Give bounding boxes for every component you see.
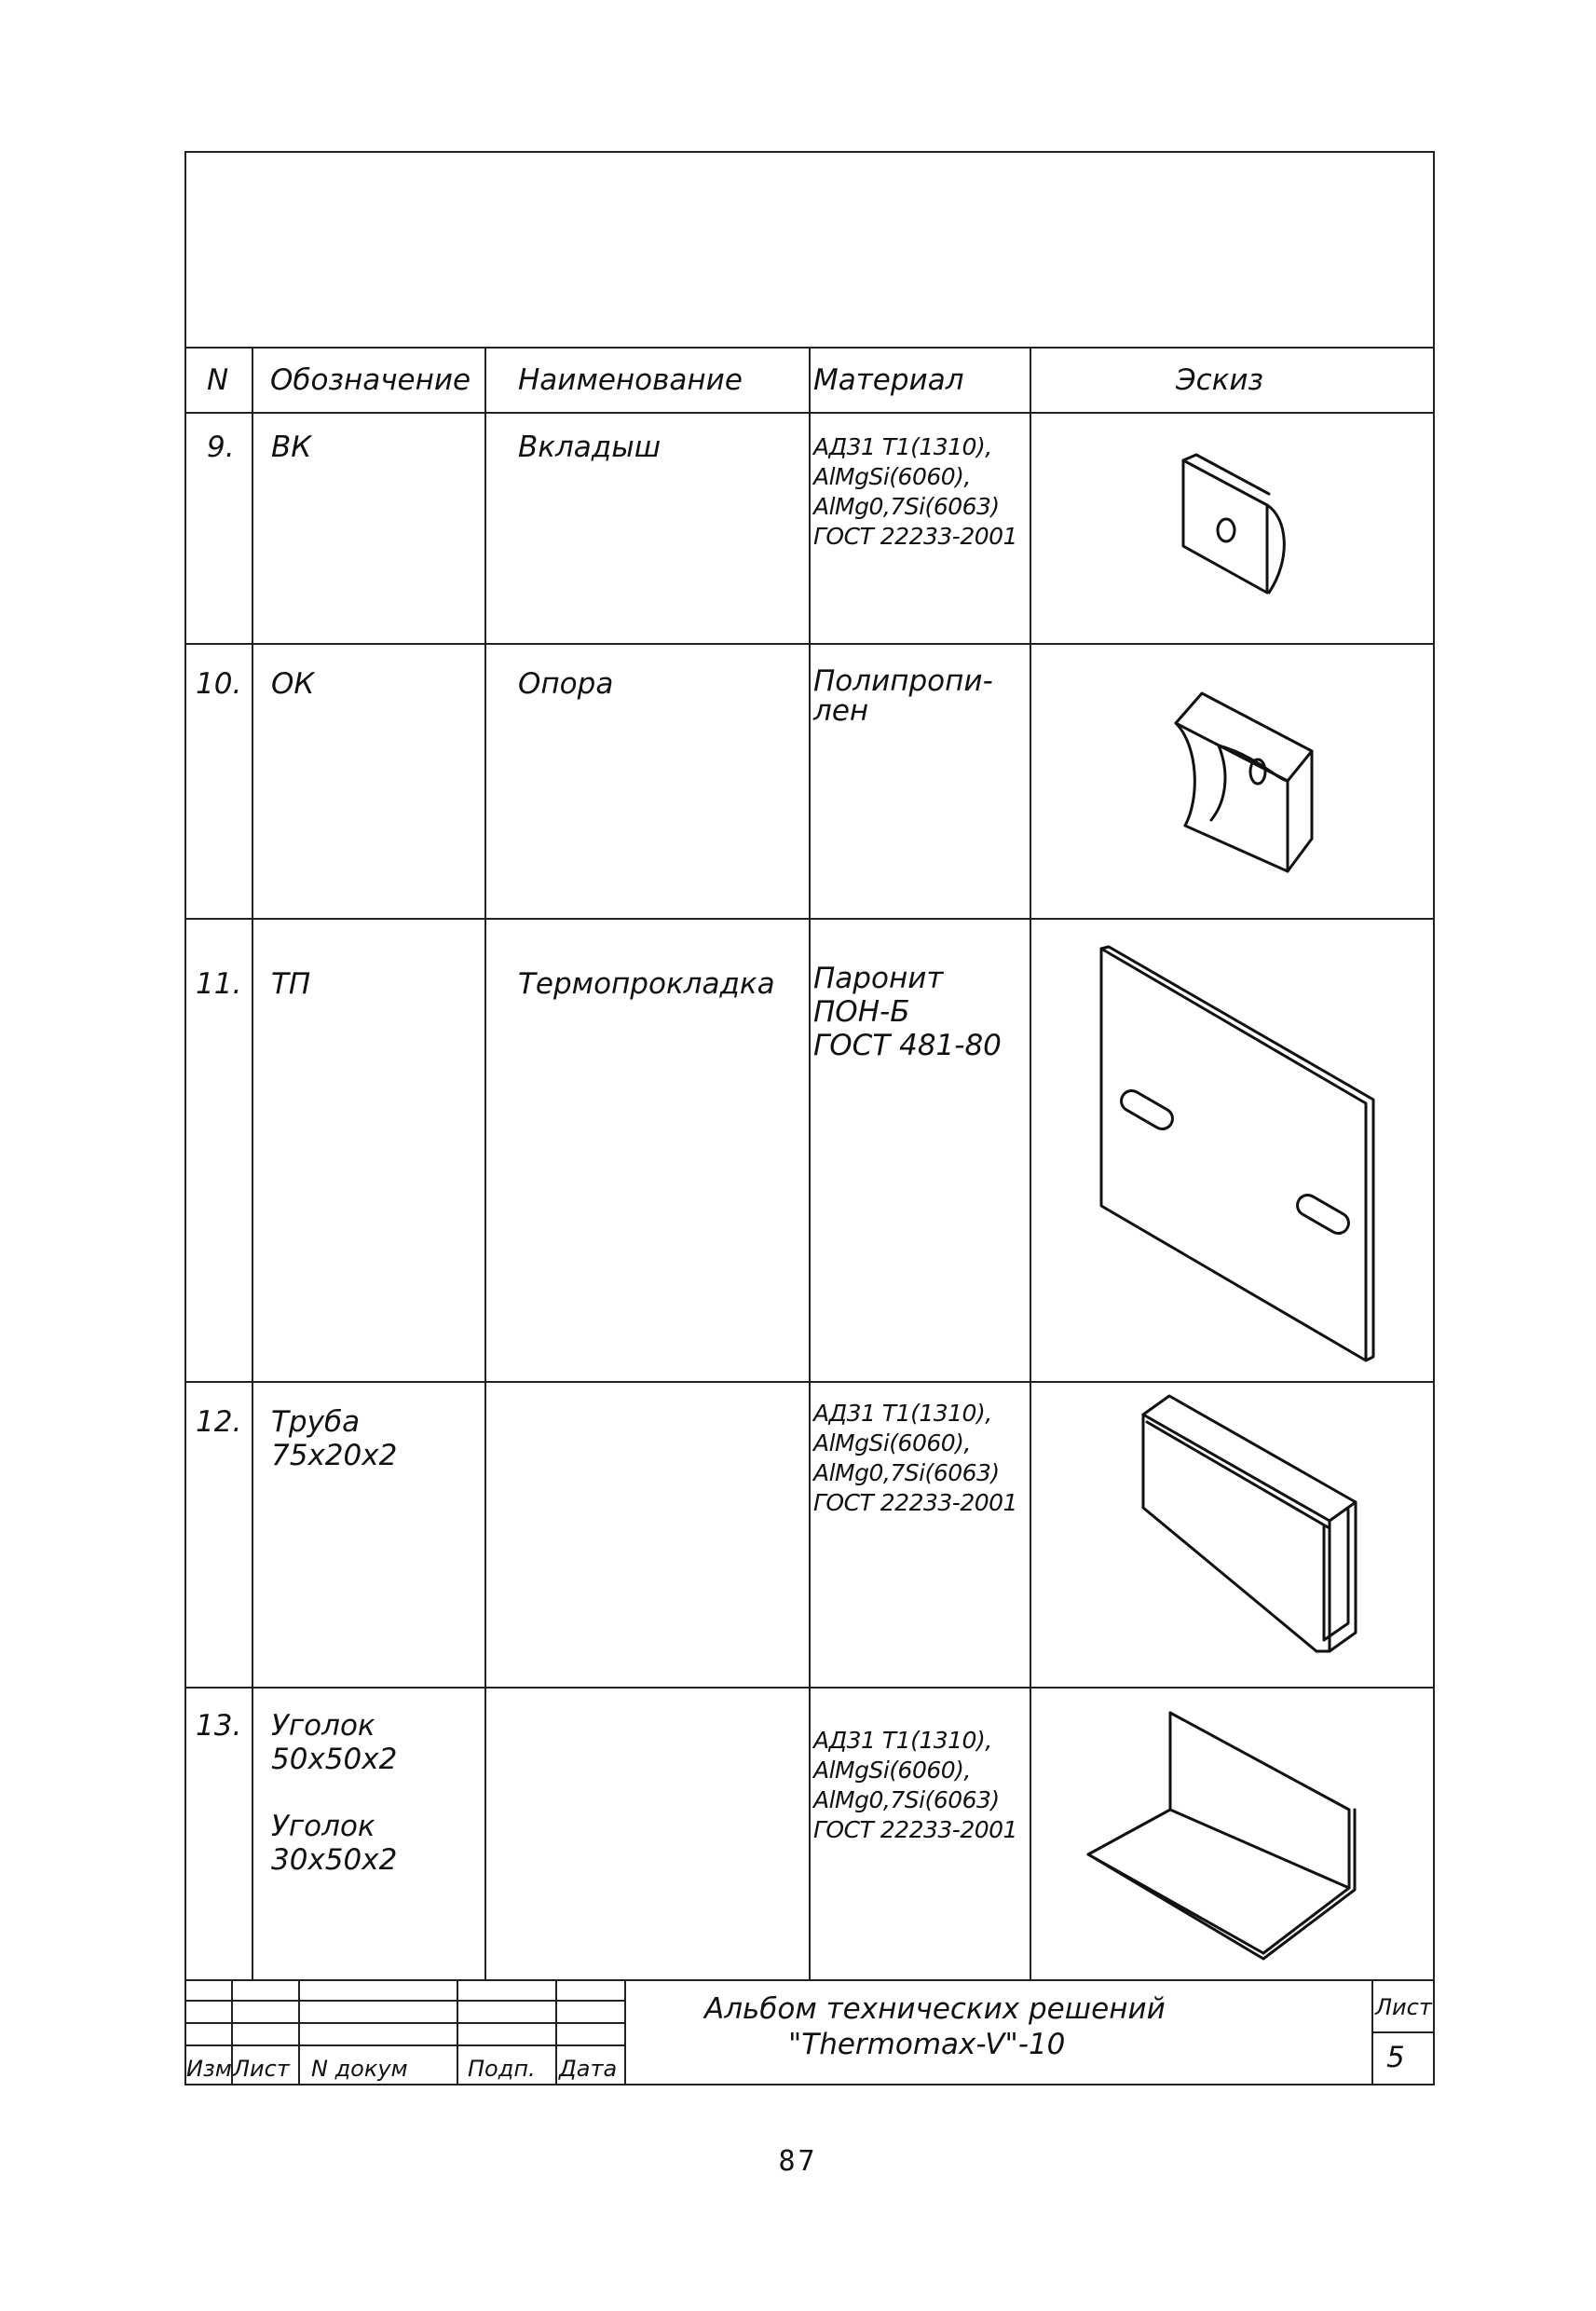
row-13-designation-5: 30x50x2 xyxy=(271,1843,398,1877)
row-11-material-3: ГОСТ 481-80 xyxy=(813,1029,1002,1062)
row-10-material-1: Полипропи- xyxy=(813,664,993,698)
tb-label-podp: Подп. xyxy=(468,2056,536,2082)
insert-plate-icon xyxy=(1165,447,1314,606)
row-13-num: 13. xyxy=(196,1709,242,1743)
angle-profile-icon xyxy=(1081,1705,1360,1966)
row-9-material-2: AlMgSi(6060), xyxy=(813,463,971,490)
tb-row-line-2 xyxy=(184,2022,624,2024)
tb-sheet-number: 5 xyxy=(1386,2041,1405,2074)
tb-label-n-dokum: N докум xyxy=(311,2056,408,2082)
header-name: Наименование xyxy=(518,363,743,397)
row-12-material-4: ГОСТ 22233-2001 xyxy=(813,1489,1017,1516)
row-10-designation: ОК xyxy=(271,667,315,701)
row-9-material-1: АД31 Т1(1310), xyxy=(813,433,992,460)
header-designation: Обозначение xyxy=(270,363,471,397)
row-9-material-3: AlMg0,7Si(6063) xyxy=(813,493,1000,520)
tb-label-data: Дата xyxy=(559,2056,618,2082)
tb-sheet-label: Лист xyxy=(1375,1994,1432,2020)
tb-label-list: Лист xyxy=(233,2056,290,2082)
row-12-material-1: АД31 Т1(1310), xyxy=(813,1400,992,1427)
row-11-designation: ТП xyxy=(271,967,311,1001)
row-12-designation-1: Труба xyxy=(271,1405,361,1439)
tb-col-line-4 xyxy=(555,1979,557,2085)
col-line-designation xyxy=(484,347,486,1979)
row-12-material-3: AlMg0,7Si(6063) xyxy=(813,1459,1000,1486)
header-material: Материал xyxy=(813,363,964,397)
title-block-top-line xyxy=(184,1979,1435,1981)
header-num: N xyxy=(207,363,229,397)
row-13-material-4: ГОСТ 22233-2001 xyxy=(813,1816,1017,1843)
tb-title-line-1: Альбом технических решений xyxy=(704,1992,1166,2026)
tb-title-line-2: "Thermomax-V"-10 xyxy=(788,2028,1066,2061)
row-13-designation-4: Уголок xyxy=(271,1810,375,1843)
page-number: 87 xyxy=(778,2145,818,2178)
tb-row-line-3 xyxy=(184,2044,624,2046)
tb-col-line-3 xyxy=(457,1979,458,2085)
row-13-designation-2: 50x50x2 xyxy=(271,1743,398,1776)
row-10-name: Опора xyxy=(518,667,614,701)
thermal-gasket-icon xyxy=(1090,941,1379,1370)
col-line-num xyxy=(252,347,253,1979)
tb-col-line-2 xyxy=(298,1979,300,2085)
header-sketch: Эскиз xyxy=(1176,363,1264,397)
row-11-name: Термопрокладка xyxy=(518,967,775,1001)
row-11-material-1: Паронит xyxy=(813,962,944,995)
row-13-material-2: AlMgSi(6060), xyxy=(813,1757,971,1784)
row-12-designation-2: 75x20x2 xyxy=(271,1439,398,1472)
row-11-num: 11. xyxy=(196,967,242,1001)
row-13-material-3: AlMg0,7Si(6063) xyxy=(813,1786,1000,1813)
tb-col-line-5 xyxy=(624,1979,626,2085)
row-9-name: Вкладыш xyxy=(518,431,662,464)
row-13-designation-1: Уголок xyxy=(271,1709,375,1743)
row-9-designation: ВК xyxy=(271,431,312,464)
row-12-material-2: AlMgSi(6060), xyxy=(813,1429,971,1456)
tb-row-line-1 xyxy=(184,2000,624,2002)
row-11-material-2: ПОН-Б xyxy=(813,995,910,1029)
support-block-icon xyxy=(1165,690,1323,876)
row-10-num: 10. xyxy=(196,667,242,701)
row-9-num: 9. xyxy=(207,431,235,464)
tb-label-izm: Изм xyxy=(186,2056,232,2082)
tb-sheet-box-split xyxy=(1371,2031,1435,2033)
col-line-name xyxy=(809,347,811,1979)
rect-tube-icon xyxy=(1132,1388,1356,1668)
row-9-material-4: ГОСТ 22233-2001 xyxy=(813,523,1017,550)
row-12-num: 12. xyxy=(196,1405,242,1439)
col-line-material xyxy=(1030,347,1031,1979)
row-13-material-1: АД31 Т1(1310), xyxy=(813,1727,992,1754)
row-10-material-2: лен xyxy=(813,694,869,728)
